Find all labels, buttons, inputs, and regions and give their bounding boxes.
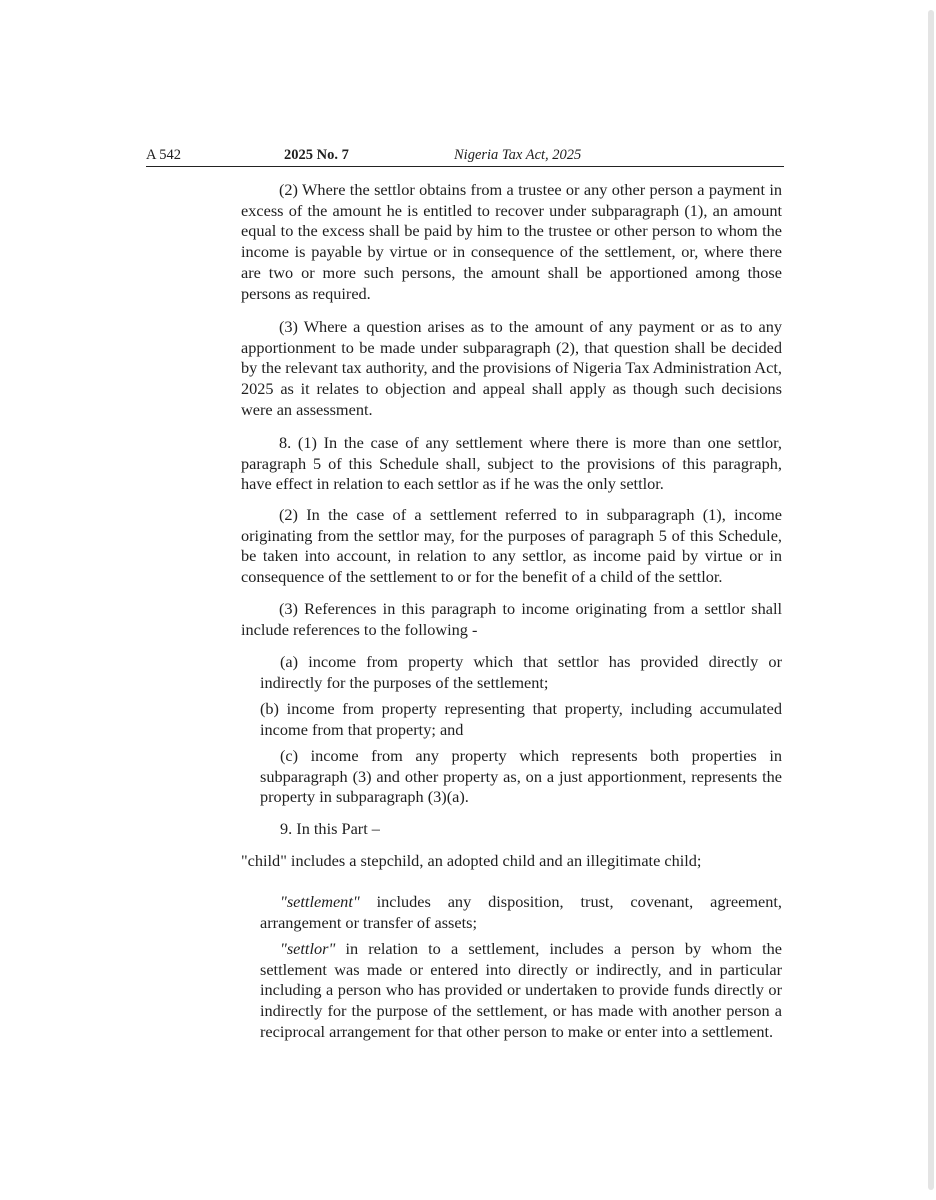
paragraph-7-3: (3) Where a question arises as to the amount of any payment or as to any apportionment to be made under subparagraph (2), that question shall be decided by the relevant tax authority, and the provisions of Nigeria Tax Administration Act, 2025 as it relates to objection and appeal shall apply as though such decisions were an assessment. — [241, 317, 782, 419]
issue-number: 2025 No. 7 — [284, 147, 349, 163]
paragraph-8-2: (2) In the case of a settlement referred to in subparagraph (1), income originating from the settlor may, for the purposes of paragraph 5 of this Schedule, be taken into account, in relation to any settlor, as income paid by virtue or in consequence of the settlement to or for the benefit of a child of the settlor. — [241, 505, 782, 587]
definition-settlement — [260, 892, 782, 933]
page-number: A 542 — [146, 147, 182, 163]
header-rule — [146, 166, 784, 167]
paragraph-7-2: (2) Where the settlor obtains from a trustee or any other person a payment in excess of the amount he is entitled to recover under subparagraph (1), an amount equal to the excess shall be paid by him to the trustee or other person to whom the income is payable by virtue or in consequence of the settlement, or, where there are two or more such persons, the amount shall be apportioned among those persons as required. — [241, 180, 782, 303]
paragraph-9-heading: 9. In this Part – — [280, 819, 380, 838]
page-header — [146, 147, 784, 167]
paragraph-8-3-a: (a) income from property which that settlor has provided directly or indirectly for the purposes of the settlement; — [260, 652, 782, 692]
definition-settlor — [260, 939, 782, 1043]
definition-settlement-text: includes any disposition, trust, covenant, agreement, arrangement or transfer of assets; — [260, 892, 782, 932]
paragraph-8-3: (3) References in this paragraph to income originating from a settlor shall include references to the following - — [241, 599, 782, 639]
paragraph-8-3-b: (b) income from property representing that property, including accumulated income from that property; and — [260, 699, 782, 739]
scrollbar-thumb[interactable] — [928, 10, 934, 1190]
definition-child: "child" includes a stepchild, an adopted child and an illegitimate child; — [241, 851, 702, 870]
paragraph-8-3-c: (c) income from any property which represents both properties in subparagraph (3) and other property as, on a just apportionment, represents the property in subparagraph (3)(a). — [260, 746, 782, 807]
definition-settlement-term: "settlement" — [280, 892, 360, 911]
definition-settlor-term: "settlor" — [280, 939, 336, 958]
scrollbar-track[interactable] — [924, 0, 936, 1200]
paragraph-8-1: 8. (1) In the case of any settlement where there is more than one settlor, paragraph 5 of this Schedule shall, subject to the provisions of this paragraph, have effect in relation to each settlor as if he was the only settlor. — [241, 433, 782, 494]
act-title: Nigeria Tax Act, 2025 — [454, 147, 582, 163]
definition-settlor-text: in relation to a settlement, includes a person by whom the settlement was made or entered into directly or indirectly, and in particular including a person who has provided or undertaken to provide funds directly or indirectly for the purpose of the settlement, or has made with another person a reciprocal arrangement for that other person to make or enter into a settlement. — [260, 939, 782, 1041]
